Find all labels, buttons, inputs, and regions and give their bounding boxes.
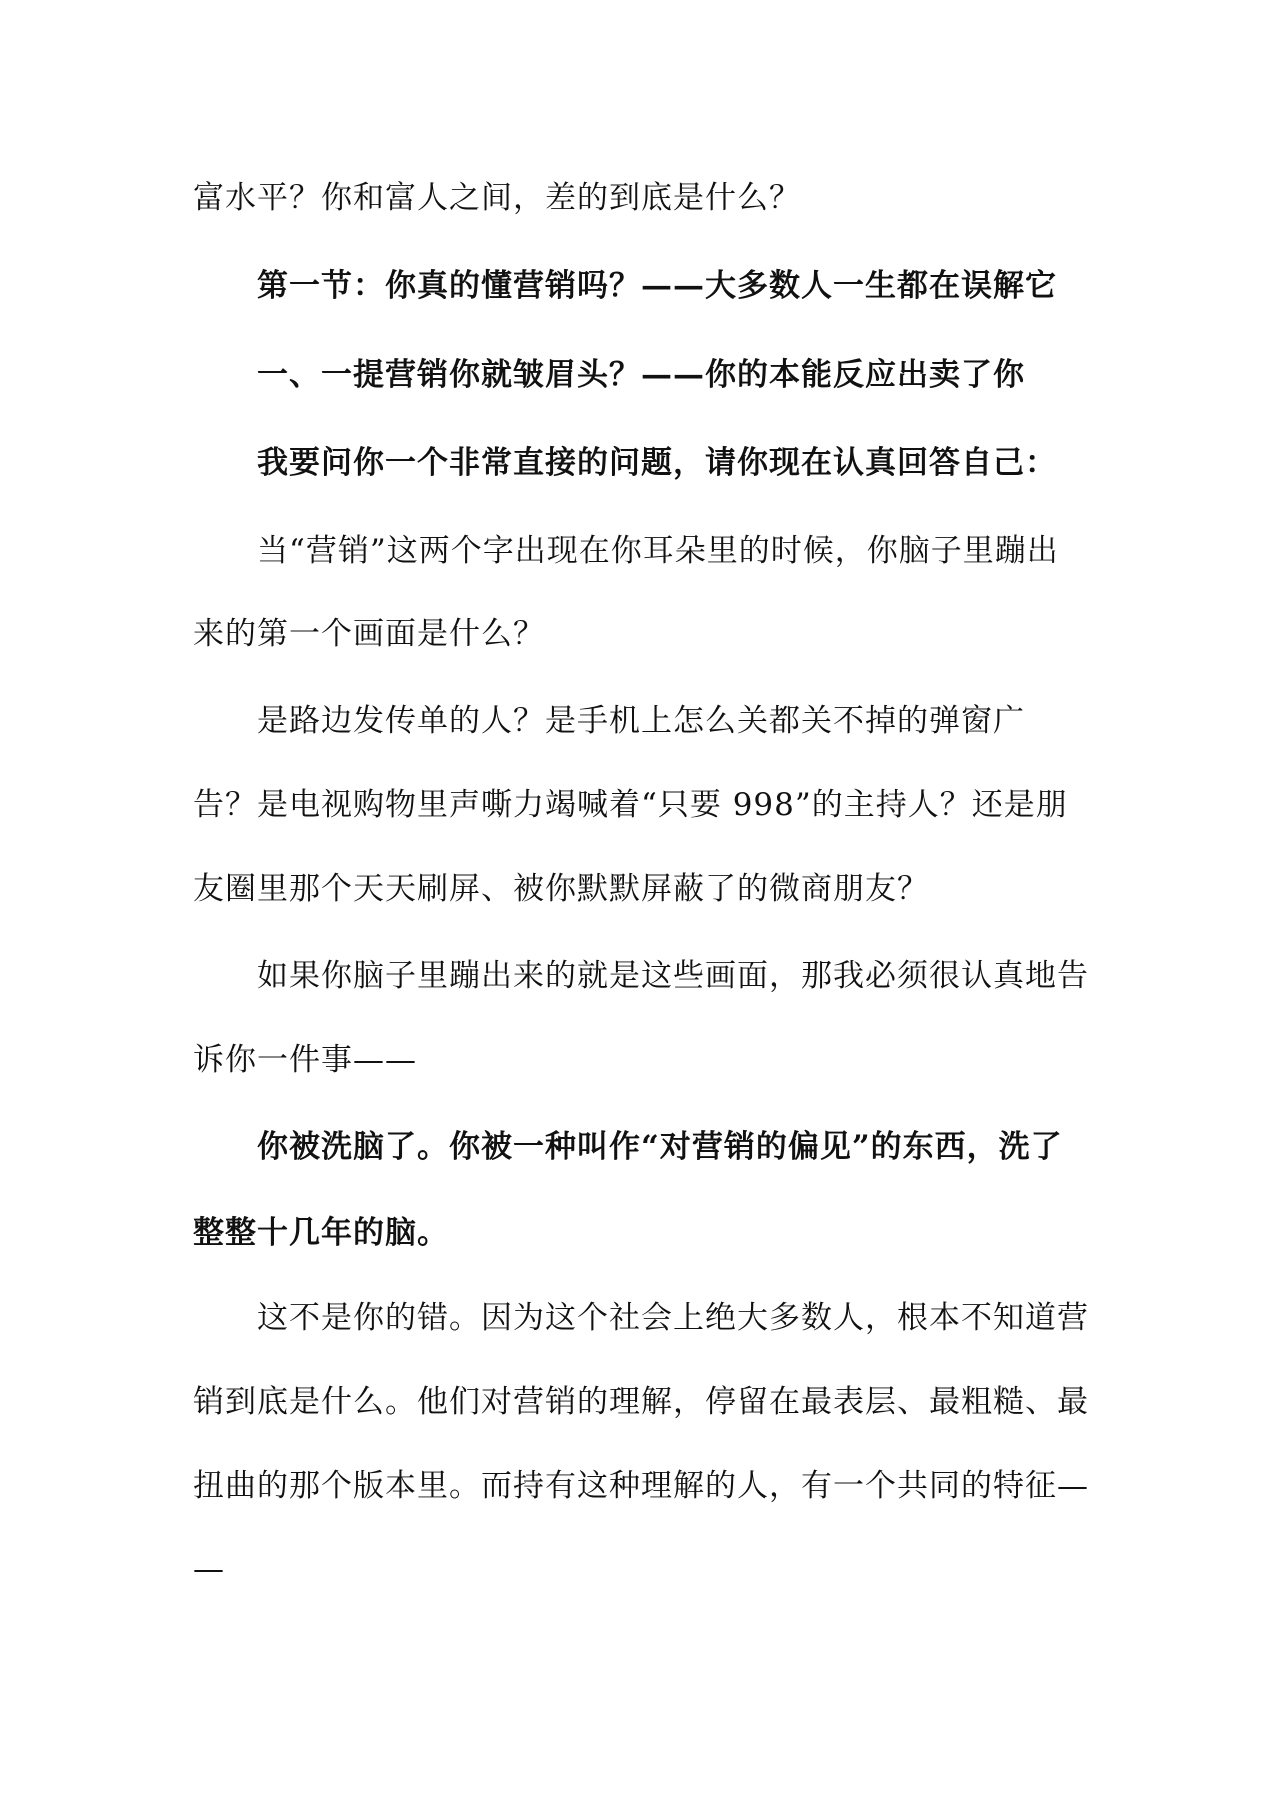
text-line: 如果你脑子里蹦出来的就是这些画面，那我必须很认真地告 xyxy=(257,958,1089,994)
text-line: 来的第一个画面是什么？ xyxy=(193,616,545,652)
text-line: — xyxy=(193,1551,225,1587)
text-line: 销到底是什么。他们对营销的理解，停留在最表层、最粗糙、最 xyxy=(193,1384,1089,1420)
text-line: 诉你一件事—— xyxy=(193,1042,417,1078)
subsection-heading: 一、一提营销你就皱眉头？——你的本能反应出卖了你 xyxy=(257,357,1025,393)
text-line: 富水平？你和富人之间，差的到底是什么？ xyxy=(193,180,801,216)
text-line: 这不是你的错。因为这个社会上绝大多数人，根本不知道营 xyxy=(257,1300,1089,1336)
text-line: 是路边发传单的人？是手机上怎么关都关不掉的弹窗广 xyxy=(257,703,1025,739)
bold-paragraph: 我要问你一个非常直接的问题，请你现在认真回答自己： xyxy=(257,445,1057,481)
text-line: 扭曲的那个版本里。而持有这种理解的人，有一个共同的特征— xyxy=(193,1468,1089,1504)
bold-paragraph: 你被洗脑了。你被一种叫作“对营销的偏见”的东西，洗了 xyxy=(257,1129,1063,1165)
text-line: 当“营销”这两个字出现在你耳朵里的时候，你脑子里蹦出 xyxy=(257,533,1059,569)
bold-paragraph: 整整十几年的脑。 xyxy=(193,1215,449,1251)
text-line: 友圈里那个天天刷屏、被你默默屏蔽了的微商朋友？ xyxy=(193,871,929,907)
text-line: 告？是电视购物里声嘶力竭喊着“只要 998”的主持人？还是朋 xyxy=(193,787,1068,823)
section-heading: 第一节：你真的懂营销吗？——大多数人一生都在误解它 xyxy=(257,268,1057,304)
